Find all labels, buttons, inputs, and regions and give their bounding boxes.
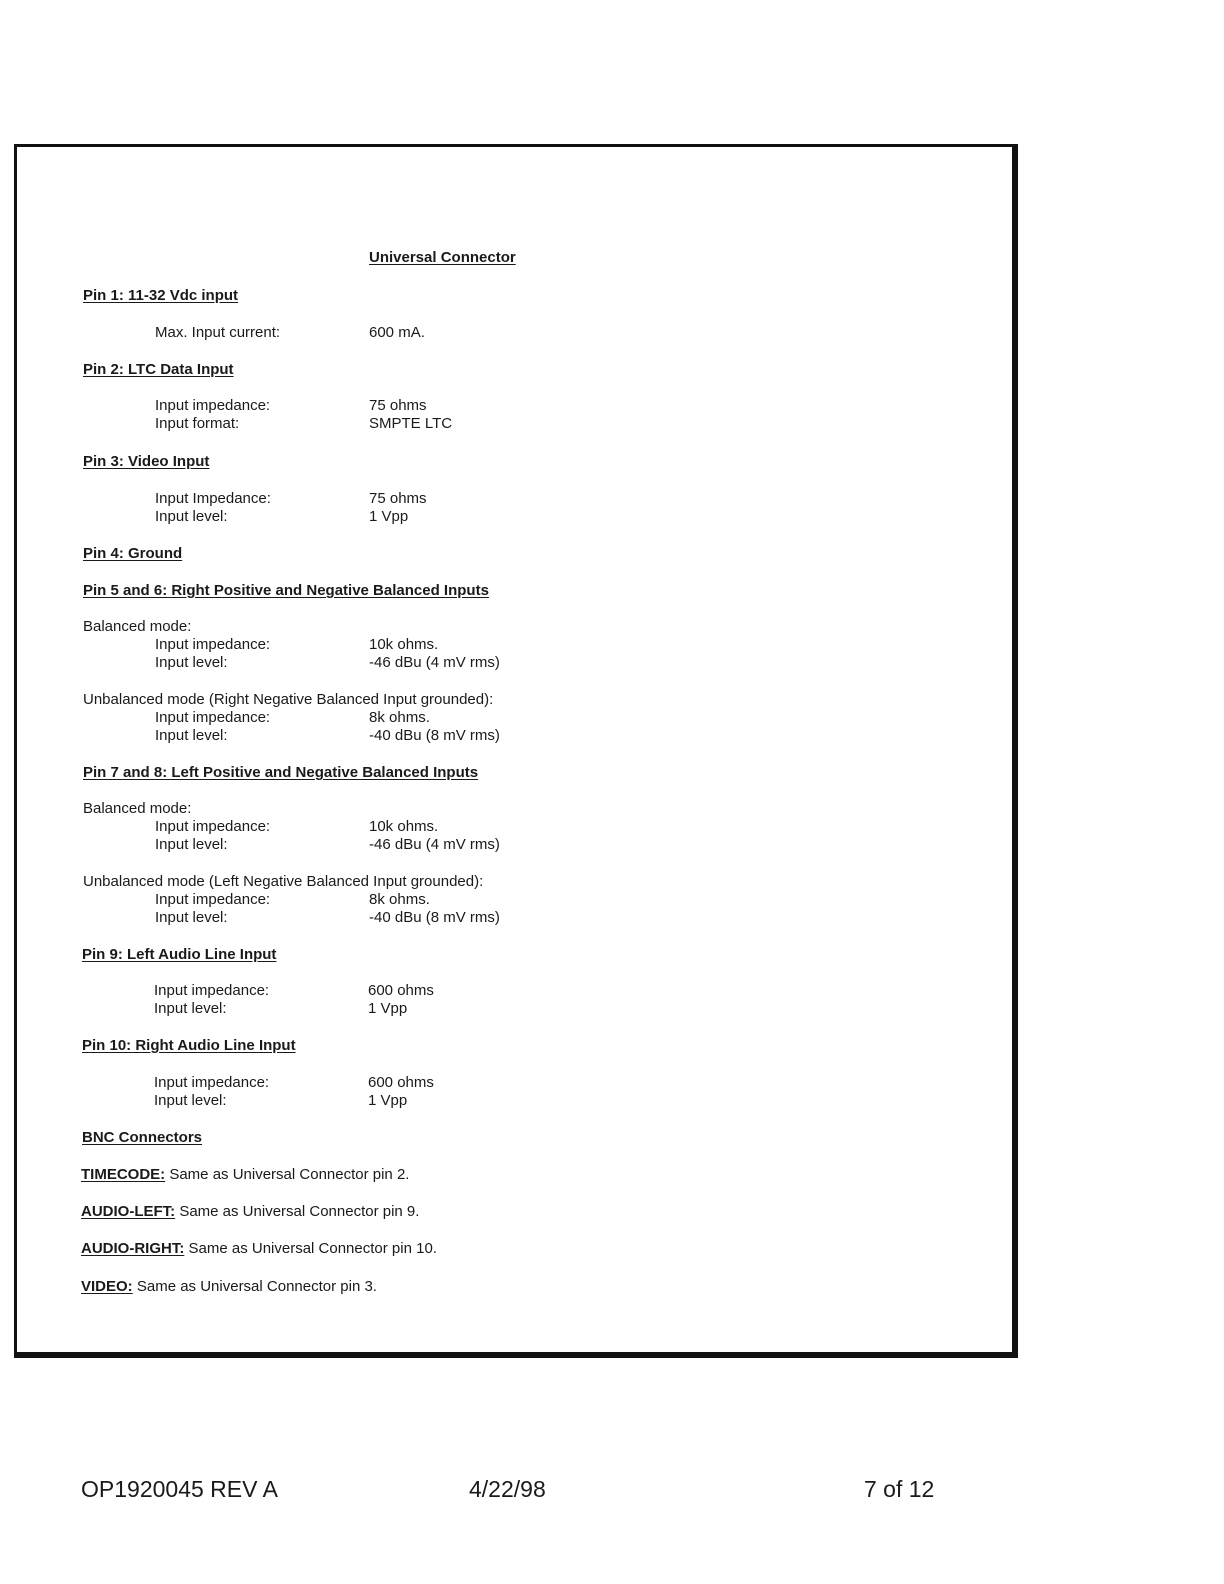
pin2-label-1: Input format:	[155, 415, 240, 432]
pin3-value-0: 75 ohms	[369, 490, 427, 507]
pin56-bal-label-0: Input impedance:	[155, 636, 271, 653]
pin9-label-0: Input impedance:	[154, 982, 270, 999]
bnc-item-name: AUDIO-RIGHT:	[81, 1240, 185, 1257]
pin56-balanced-label: Balanced mode:	[83, 618, 192, 635]
pin9-value-1: 1 Vpp	[368, 1000, 408, 1017]
pin10-value-0: 600 ohms	[368, 1074, 434, 1091]
pin78-bal-value-0: 10k ohms.	[369, 818, 439, 835]
bnc-item-desc: Same as Universal Connector pin 2.	[165, 1166, 410, 1183]
pin56-unbal-label-0: Input impedance:	[155, 709, 271, 726]
pin2-value-0: 75 ohms	[369, 397, 427, 414]
bnc-item-desc: Same as Universal Connector pin 9.	[175, 1203, 420, 1220]
footer-page-number: 7 of 12	[864, 1476, 935, 1502]
pin78-unbal-value-0: 8k ohms.	[369, 891, 430, 908]
pin3-label-0: Input Impedance:	[155, 490, 271, 507]
pin56-bal-label-1: Input level:	[155, 654, 228, 671]
bnc-item-name: TIMECODE:	[81, 1166, 166, 1183]
pin4-heading: Pin 4: Ground	[83, 545, 183, 562]
bnc-item-audio-right	[81, 1240, 437, 1258]
bnc-item-desc: Same as Universal Connector pin 3.	[132, 1278, 377, 1295]
pin78-heading: Pin 7 and 8: Left Positive and Negative Balanced Inputs	[83, 764, 479, 781]
pin2-heading: Pin 2: LTC Data Input	[83, 361, 234, 378]
pin9-value-0: 600 ohms	[368, 982, 434, 999]
bnc-item-audio-left	[81, 1203, 419, 1221]
footer-doc-id: OP1920045 REV A	[81, 1476, 278, 1502]
pin78-unbalanced-label: Unbalanced mode (Left Negative Balanced Input grounded):	[83, 873, 484, 890]
pin56-unbalanced-label: Unbalanced mode (Right Negative Balanced Input grounded):	[83, 691, 494, 708]
pin2-value-1: SMPTE LTC	[369, 415, 453, 432]
pin78-unbal-label-1: Input level:	[155, 909, 228, 926]
pin10-label-0: Input impedance:	[154, 1074, 270, 1091]
pin78-bal-label-0: Input impedance:	[155, 818, 271, 835]
pin56-bal-value-1: -46 dBu (4 mV rms)	[369, 654, 500, 671]
pin56-bal-value-0: 10k ohms.	[369, 636, 439, 653]
pin56-unbal-label-1: Input level:	[155, 727, 228, 744]
pin1-label-0: Max. Input current:	[155, 324, 281, 341]
bnc-item-name: VIDEO:	[81, 1278, 133, 1295]
pin78-bal-label-1: Input level:	[155, 836, 228, 853]
bnc-item-name: AUDIO-LEFT:	[81, 1203, 176, 1220]
bnc-heading: BNC Connectors	[82, 1129, 203, 1146]
pin9-label-1: Input level:	[154, 1000, 227, 1017]
pin56-unbal-value-0: 8k ohms.	[369, 709, 430, 726]
pin78-unbal-value-1: -40 dBu (8 mV rms)	[369, 909, 500, 926]
pin3-label-1: Input level:	[155, 508, 228, 525]
pin78-balanced-label: Balanced mode:	[83, 800, 192, 817]
pin10-heading: Pin 10: Right Audio Line Input	[82, 1037, 296, 1054]
pin3-heading: Pin 3: Video Input	[83, 453, 210, 470]
pin3-value-1: 1 Vpp	[369, 508, 409, 525]
pin56-unbal-value-1: -40 dBu (8 mV rms)	[369, 727, 500, 744]
pin10-value-1: 1 Vpp	[368, 1092, 408, 1109]
page-title: Universal Connector	[369, 249, 516, 266]
bnc-item-timecode	[81, 1166, 409, 1184]
bnc-item-desc: Same as Universal Connector pin 10.	[184, 1240, 437, 1257]
pin78-bal-value-1: -46 dBu (4 mV rms)	[369, 836, 500, 853]
pin10-label-1: Input level:	[154, 1092, 227, 1109]
pin2-label-0: Input impedance:	[155, 397, 271, 414]
pin1-value-0: 600 mA.	[369, 324, 425, 341]
pin1-heading: Pin 1: 11-32 Vdc input	[83, 287, 239, 304]
pin56-heading: Pin 5 and 6: Right Positive and Negative Balanced Inputs	[83, 582, 489, 599]
pin9-heading: Pin 9: Left Audio Line Input	[82, 946, 277, 963]
bnc-item-video	[81, 1278, 377, 1296]
footer-date: 4/22/98	[469, 1476, 546, 1502]
pin78-unbal-label-0: Input impedance:	[155, 891, 271, 908]
